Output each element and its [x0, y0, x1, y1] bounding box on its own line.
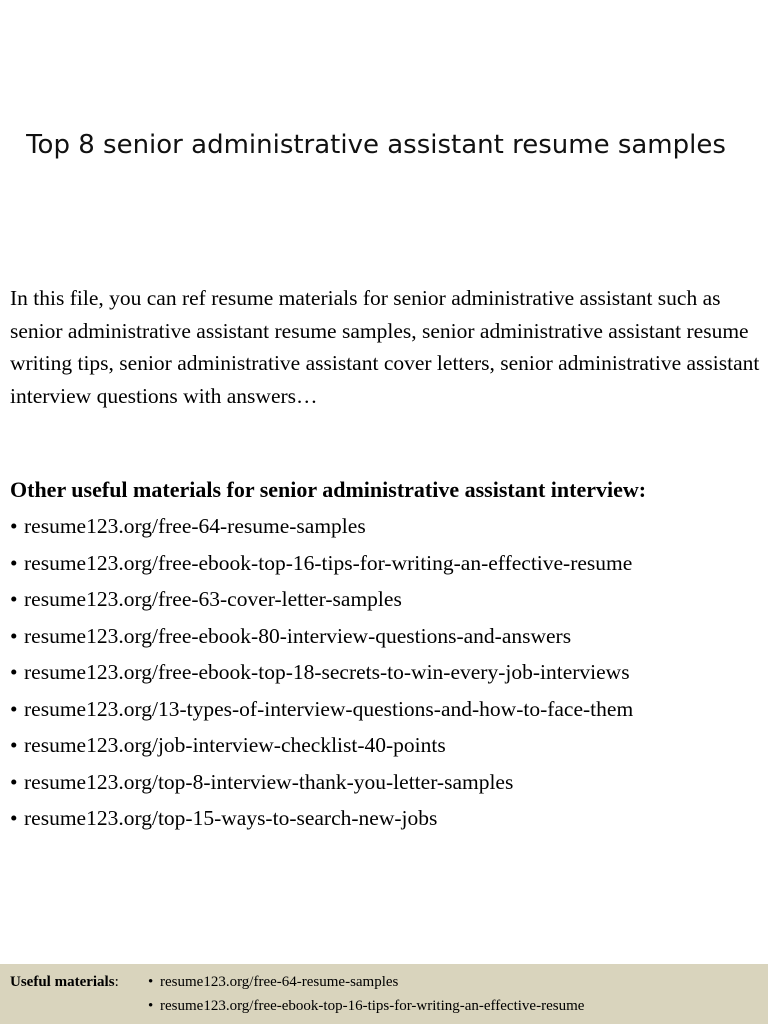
- bullet-icon: •: [10, 733, 18, 757]
- link-text[interactable]: resume123.org/free-ebook-top-18-secrets-to-win-every-job-interviews: [24, 660, 630, 684]
- materials-link-list: [10, 509, 633, 838]
- list-item[interactable]: [10, 582, 633, 619]
- list-item[interactable]: [10, 655, 633, 692]
- footer-label-text: Useful materials: [10, 974, 115, 990]
- list-item[interactable]: [10, 546, 633, 583]
- footer-link-text[interactable]: resume123.org/free-ebook-top-16-tips-for-writing-an-effective-resume: [160, 998, 585, 1014]
- footer-bar: [0, 964, 768, 1024]
- footer-list-item[interactable]: [148, 970, 584, 994]
- bullet-icon: •: [10, 514, 18, 538]
- link-text[interactable]: resume123.org/job-interview-checklist-40-points: [24, 733, 446, 757]
- link-text[interactable]: resume123.org/13-types-of-interview-questions-and-how-to-face-them: [24, 696, 634, 721]
- page-title: Top 8 senior administrative assistant resume samples: [26, 130, 726, 160]
- footer-list-item[interactable]: [148, 994, 584, 1018]
- list-item[interactable]: [10, 692, 633, 729]
- link-text[interactable]: resume123.org/free-64-resume-samples: [24, 514, 366, 538]
- bullet-icon: •: [10, 769, 18, 794]
- list-item[interactable]: [10, 619, 633, 656]
- bullet-icon: •: [10, 623, 18, 648]
- footer-colon: :: [114, 974, 119, 990]
- intro-paragraph: In this file, you can ref resume materials for senior administrative assistant such as senior administrative assistant resume samples, senior administrative assistant resume writing tips, senior administrative assistant cover letters, senior administrative assistant interview questions with answers…: [10, 286, 760, 408]
- bullet-icon: •: [10, 696, 18, 721]
- materials-heading: Other useful materials for senior administrative assistant interview:: [10, 477, 647, 502]
- link-text[interactable]: resume123.org/top-8-interview-thank-you-letter-samples: [24, 769, 514, 794]
- footer-link-text[interactable]: resume123.org/free-64-resume-samples: [160, 974, 399, 990]
- bullet-icon: •: [10, 660, 18, 684]
- bullet-icon: •: [10, 587, 18, 611]
- link-text[interactable]: resume123.org/free-ebook-80-interview-questions-and-answers: [24, 623, 572, 648]
- list-item[interactable]: [10, 765, 633, 802]
- list-item[interactable]: [10, 509, 633, 546]
- list-item[interactable]: [10, 728, 633, 765]
- bullet-icon: •: [148, 974, 154, 990]
- footer-link-list: [148, 970, 584, 1018]
- list-item[interactable]: [10, 801, 633, 838]
- bullet-icon: •: [148, 998, 154, 1014]
- link-text[interactable]: resume123.org/free-ebook-top-16-tips-for-writing-an-effective-resume: [24, 550, 633, 575]
- bullet-icon: •: [10, 806, 18, 830]
- link-text[interactable]: resume123.org/free-63-cover-letter-samples: [24, 587, 402, 611]
- bullet-icon: •: [10, 550, 18, 575]
- footer-label: [10, 970, 119, 994]
- link-text[interactable]: resume123.org/top-15-ways-to-search-new-jobs: [24, 806, 438, 830]
